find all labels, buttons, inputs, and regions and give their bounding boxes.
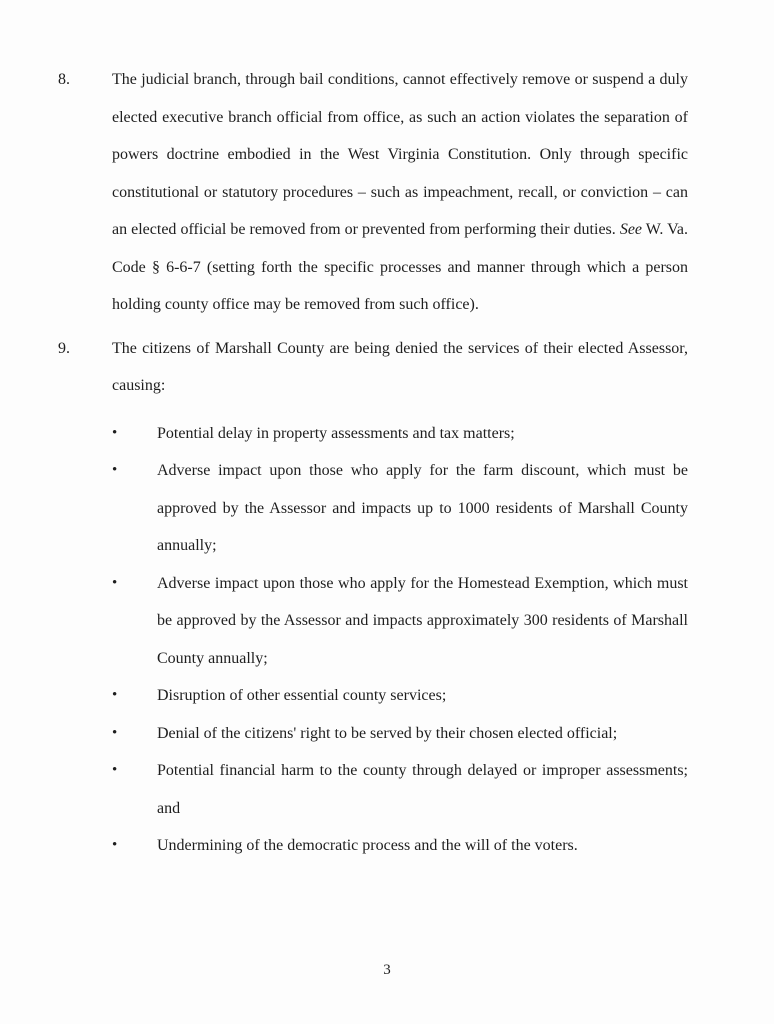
case-citation-signal: See: [619, 221, 643, 238]
bullet-icon: •: [112, 837, 118, 853]
paragraph-text: [112, 61, 688, 324]
list-item-text: [157, 827, 688, 865]
text-line: Adverse impact upon those who apply for the farm discount, which must be: [157, 462, 688, 479]
text-line: be approved by the Assessor and impacts approximately 300 residents of Marshall: [157, 612, 688, 629]
list-item: [112, 752, 688, 827]
list-item-text: [157, 752, 688, 827]
text-line: County annually;: [157, 649, 268, 667]
text-line: Undermining of the democratic process and the will of the voters.: [157, 837, 578, 854]
page-number: 3: [383, 962, 391, 978]
bullet-icon: •: [112, 574, 118, 591]
bullet-icon: •: [112, 687, 118, 703]
bullet-icon: •: [112, 762, 118, 778]
bullet-icon: •: [112, 424, 118, 441]
list-item-text: [157, 715, 688, 753]
bullet-icon: •: [112, 724, 118, 741]
list-item: [112, 715, 688, 753]
list-item: [112, 452, 688, 565]
text-line: approved by the Assessor and impacts up to 1000 residents of Marshall County: [157, 499, 688, 517]
text-segment: an elected official be removed from or prevented from performing their duties.: [112, 221, 620, 238]
text-line: powers doctrine embodied in the West Virginia Constitution. Only through specific: [112, 146, 688, 163]
text-line: The judicial branch, through bail conditions, cannot effectively remove or suspend a duly: [112, 71, 688, 88]
text-line: Potential financial harm to the county through delayed or improper assessments;: [157, 762, 688, 779]
text-line: constitutional or statutory procedures – such as impeachment, recall, or conviction – can: [112, 183, 688, 201]
bullet-list: [112, 415, 688, 865]
text-line: annually;: [157, 537, 217, 554]
list-item-text: [157, 415, 688, 453]
paragraph-9: [58, 330, 688, 865]
document-body: [58, 61, 688, 871]
list-item: [112, 415, 688, 453]
list-item-text: [157, 565, 688, 678]
list-item-text: [157, 677, 688, 715]
text-line: Adverse impact upon those who apply for the Homestead Exemption, which must: [157, 574, 688, 592]
paragraph-8: [58, 61, 688, 324]
text-line: The citizens of Marshall County are being denied the services of their elected Assessor,: [112, 339, 688, 357]
paragraph-text: [112, 330, 688, 865]
text-line: Potential delay in property assessments and tax matters;: [157, 424, 515, 442]
text-line: Disruption of other essential county services;: [157, 687, 447, 704]
list-item: [112, 827, 688, 865]
list-item: [112, 565, 688, 678]
text-line-with-citation: [112, 211, 688, 249]
bullet-icon: •: [112, 462, 118, 478]
paragraph-number: 9.: [58, 339, 70, 357]
list-item-text: [157, 452, 688, 565]
text-line: causing:: [112, 377, 166, 394]
text-line: Code § 6-6-7 (setting forth the specific processes and manner through which a person: [112, 258, 688, 276]
text-line: Denial of the citizens' right to be served by their chosen elected official;: [157, 724, 618, 742]
text-line: elected executive branch official from office, as such an action violates the separation of: [112, 108, 688, 126]
text-segment: W. Va.: [642, 221, 689, 238]
paragraph-number: 8.: [58, 71, 70, 88]
list-item: [112, 677, 688, 715]
text-line: and: [157, 799, 181, 817]
text-line: holding county office may be removed from such office).: [112, 296, 479, 313]
